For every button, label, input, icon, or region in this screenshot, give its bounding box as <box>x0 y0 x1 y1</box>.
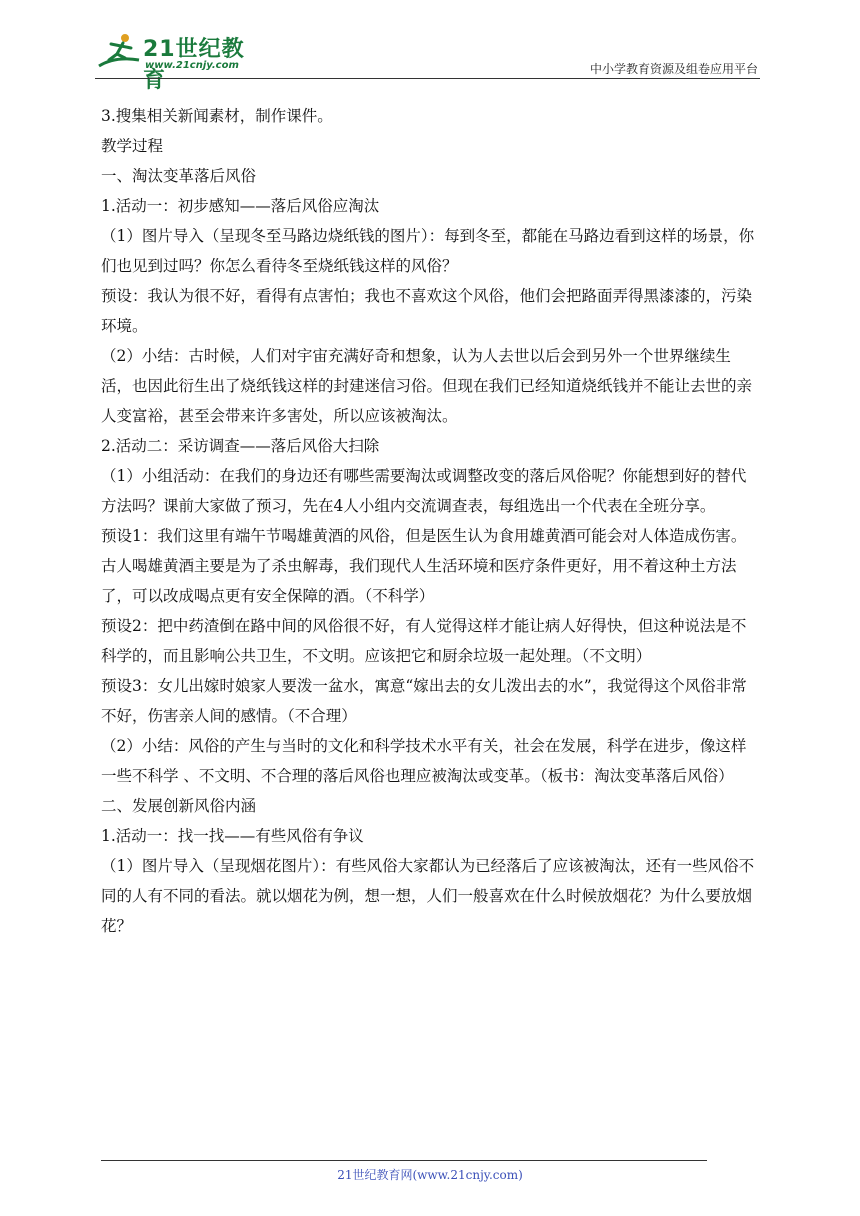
section-heading: 一、淘汰变革落后风俗 <box>101 167 257 185</box>
logo-url: www.21cnjy.com <box>145 60 239 71</box>
activity-heading: 2.活动二：采访调查——落后风俗大扫除 <box>101 437 380 455</box>
paragraph: （1）小组活动：在我们的身边还有哪些需要淘汰或调整改变的落后风俗呢？你能想到好的替代方法吗？课前大家做了预习，先在4人小组内交流调查表，每组选出一个代表在全班分享。 <box>101 467 747 515</box>
runner-logo-icon <box>95 30 143 74</box>
logo-text: 21世纪教育 <box>143 37 245 93</box>
document-body <box>101 101 761 941</box>
activity-heading: 1.活动一：初步感知——落后风俗应淘汰 <box>101 197 380 215</box>
page-header <box>95 28 760 93</box>
paragraph: （2）小结：古时候，人们对宇宙充满好奇和想象，认为人去世以后会到另外一个世界继续生活，也因此衍生出了烧纸钱这样的封建迷信习俗。但现在我们已经知道烧纸钱并不能让去世的亲人变富裕，甚至会带来许多害处，所以应该被淘汰。 <box>101 347 753 425</box>
paragraph: 3.搜集相关新闻素材，制作课件。 <box>101 107 333 125</box>
paragraph: （2）小结：风俗的产生与当时的文化和科学技术水平有关，社会在发展，科学在进步，像这样一些不科学 、不文明、不合理的落后风俗也理应被淘汰或变革。（板书：淘汰变革落后风俗） <box>101 737 747 785</box>
paragraph: 预设2：把中药渣倒在路中间的风俗很不好，有人觉得这样才能让病人好得快，但这种说法是不科学的，而且影响公共卫生，不文明。应该把它和厨余垃圾一起处理。（不文明） <box>101 617 747 665</box>
header-divider <box>95 78 760 79</box>
section-heading: 教学过程 <box>101 137 164 155</box>
platform-name: 中小学教育资源及组卷应用平台 <box>589 62 758 76</box>
paragraph: 预设：我认为很不好，看得有点害怕；我也不喜欢这个风俗，他们会把路面弄得黑漆漆的，污染环境。 <box>101 287 753 335</box>
paragraph: （1）图片导入（呈现冬至马路边烧纸钱的图片）：每到冬至，都能在马路边看到这样的场景，你们也见到过吗？你怎么看待冬至烧纸钱这样的风俗？ <box>101 227 755 275</box>
logo <box>95 28 265 93</box>
section-heading: 二、发展创新风俗内涵 <box>101 797 257 815</box>
paragraph: 预设1：我们这里有端午节喝雄黄酒的风俗，但是医生认为食用雄黄酒可能会对人体造成伤害。古人喝雄黄酒主要是为了杀虫解毒，我们现代人生活环境和医疗条件更好，用不着这种土方法了，可以改成喝点更有安全保障的酒。（不科学） <box>101 527 747 605</box>
page-footer: 21世纪教育网(www.21cnjy.com) <box>337 1168 523 1182</box>
paragraph: 预设3：女儿出嫁时娘家人要泼一盆水，寓意“嫁出去的女儿泼出去的水”，我觉得这个风俗非常不好，伤害亲人间的感情。（不合理） <box>101 677 747 725</box>
footer-divider <box>101 1160 707 1161</box>
paragraph: （1）图片导入（呈现烟花图片）：有些风俗大家都认为已经落后了应该被淘汰，还有一些风俗不同的人有不同的看法。就以烟花为例，想一想，人们一般喜欢在什么时候放烟花？为什么要放烟花？ <box>101 857 755 935</box>
activity-heading: 1.活动一：找一找——有些风俗有争议 <box>101 827 364 845</box>
